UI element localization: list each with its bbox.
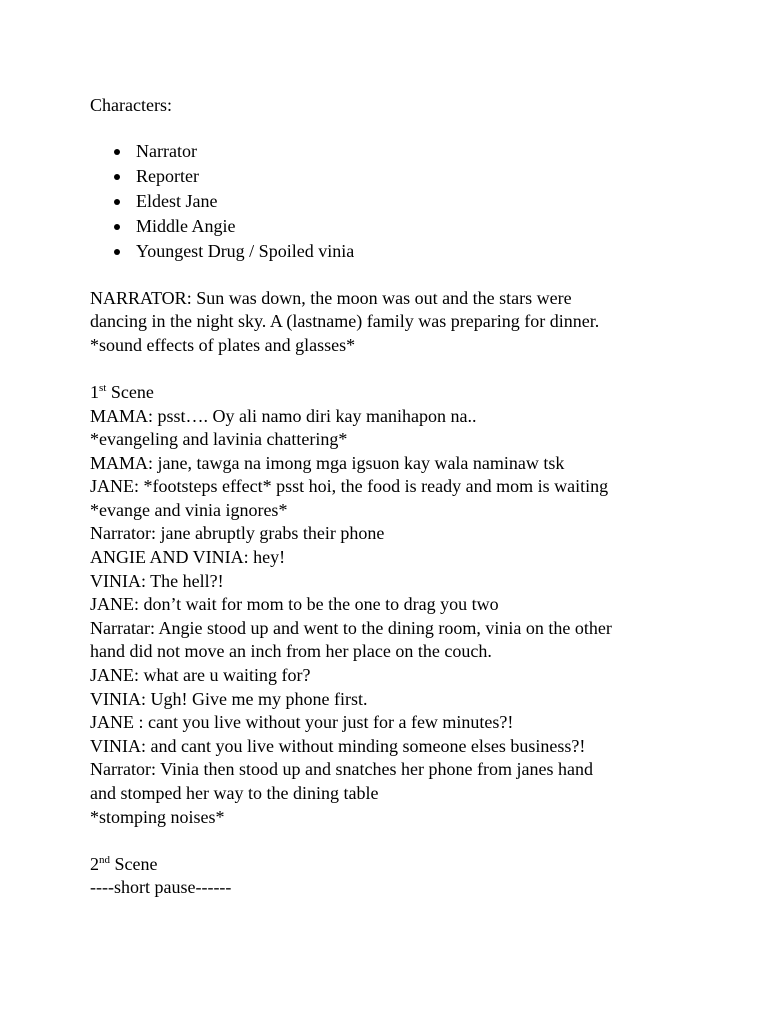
script-line: MAMA: jane, tawga na imong mga igsuon kay wala naminaw tsk (90, 452, 565, 473)
characters-list (90, 139, 690, 265)
script-line: Narrator: Vinia then stood up and snatches her phone from janes hand (90, 759, 593, 780)
script-line: JANE: *footsteps effect* psst hoi, the food is ready and mom is waiting (90, 476, 609, 497)
character-name: Middle Angie (136, 216, 236, 237)
script-line: JANE : cant you live without your just for a few minutes?! (90, 712, 514, 733)
script-line: VINIA: The hell?! (90, 570, 224, 591)
script-line: Narratar: Angie stood up and went to the dining room, vinia on the other (90, 617, 612, 638)
characters-heading: Characters: (90, 95, 172, 115)
script-line: VINIA: Ugh! Give me my phone first. (90, 688, 368, 709)
document-content (90, 94, 690, 900)
script-line: and stomped her way to the dining table (90, 783, 379, 803)
character-item (90, 239, 690, 264)
script-line: VINIA: and cant you live without minding someone elses business?! (90, 735, 586, 756)
character-item (90, 139, 690, 164)
character-name: Narrator (136, 140, 197, 161)
scene-number: 1 (90, 381, 99, 402)
script-line: NARRATOR: Sun was down, the moon was out and the stars were (90, 287, 572, 308)
character-name: Youngest Drug / Spoiled vinia (136, 241, 355, 262)
bullet-icon (114, 224, 120, 230)
script-line: JANE: don’t wait for mom to be the one to drag you two (90, 594, 499, 615)
bullet-icon (114, 149, 120, 155)
character-item (90, 214, 690, 239)
scene-ordinal-suffix: st (99, 381, 107, 394)
intro-narration (90, 287, 690, 358)
scene-2-heading (90, 853, 690, 877)
bullet-icon (114, 199, 120, 205)
scene-number: 2 (90, 853, 99, 874)
script-line: MAMA: psst…. Oy ali namo diri kay manihapon na.. (90, 405, 477, 426)
script-line: Narrator: jane abruptly grabs their phone (90, 523, 385, 544)
scene-ordinal-suffix: nd (99, 853, 110, 866)
script-line: hand did not move an inch from her place on the couch. (90, 641, 492, 662)
script-line: ----short pause------ (90, 877, 232, 898)
scene-1 (90, 381, 690, 829)
script-line: *sound effects of plates and glasses* (90, 334, 356, 355)
scene-label: Scene (110, 853, 158, 874)
script-line: *evangeling and lavinia chattering* (90, 429, 348, 450)
character-item (90, 189, 690, 214)
character-name: Reporter (136, 165, 199, 186)
scene-2 (90, 853, 690, 900)
script-line: ANGIE AND VINIA: hey! (90, 547, 286, 568)
scene-1-heading (90, 381, 690, 405)
script-line: *evange and vinia ignores* (90, 499, 288, 520)
bullet-icon (114, 249, 120, 255)
script-line: JANE: what are u waiting for? (90, 665, 311, 686)
character-name: Eldest Jane (136, 190, 218, 211)
character-item (90, 164, 690, 189)
script-line: *stomping noises* (90, 806, 225, 827)
scene-label: Scene (106, 381, 154, 402)
bullet-icon (114, 174, 120, 180)
script-line: dancing in the night sky. A (lastname) family was preparing for dinner. (90, 311, 600, 332)
